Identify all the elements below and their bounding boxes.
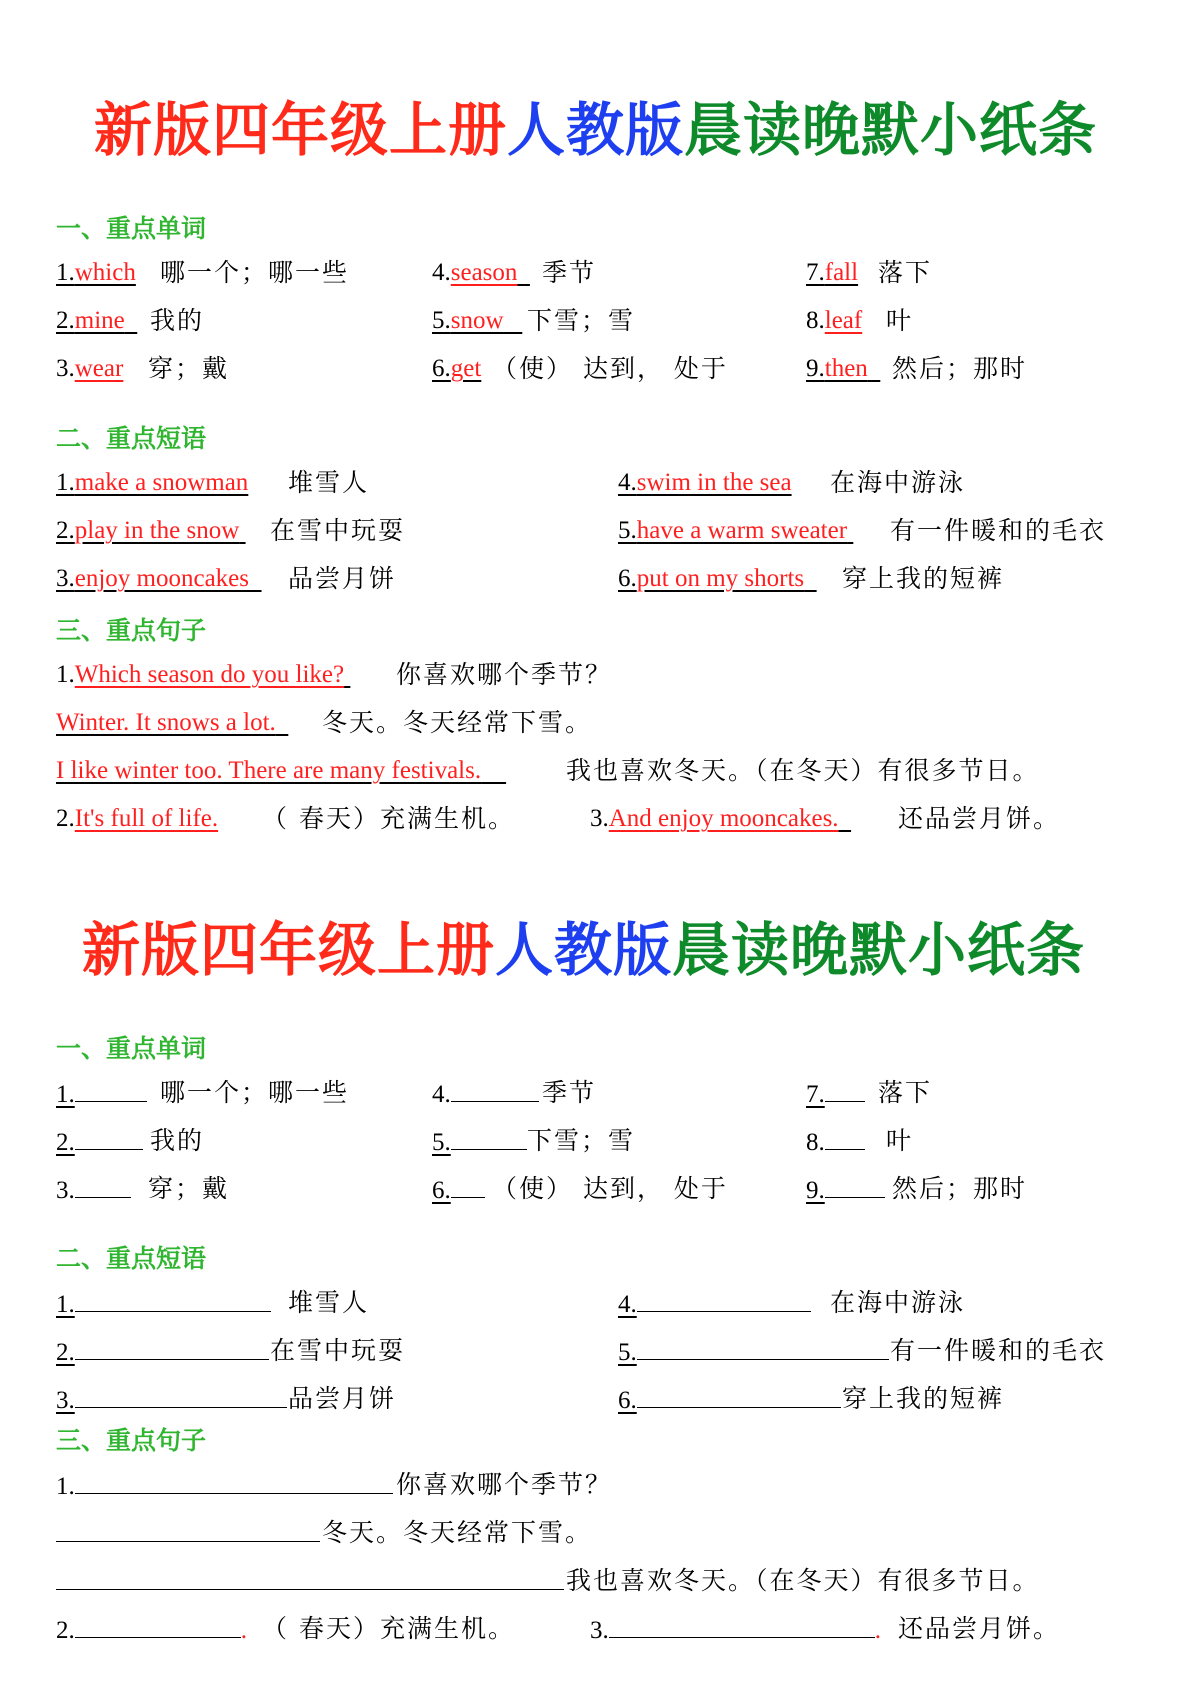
sentence-item: 1.Which season do you like? bbox=[56, 661, 345, 688]
sentence-row bbox=[0, 799, 1191, 839]
word-meaning: 落下 bbox=[878, 258, 933, 287]
word-item: 8.leaf bbox=[806, 307, 863, 334]
word-meaning: （使） 达到， 处于 bbox=[492, 354, 728, 383]
word-item: 7.fall bbox=[806, 259, 859, 286]
sentence-row bbox=[0, 751, 1191, 791]
phrase-meaning: 在海中游泳 bbox=[830, 468, 966, 497]
word-meaning: 穿；戴 bbox=[148, 354, 230, 383]
section-heading-phrases: 二、重点短语 bbox=[56, 424, 207, 453]
phrase-item: 4.swim in the sea bbox=[618, 469, 792, 496]
title-part-blue: 人教版 bbox=[494, 916, 672, 984]
sentence-row bbox=[0, 1513, 1191, 1553]
answer-blank[interactable] bbox=[825, 1169, 885, 1198]
sentence-blank-item: 3. . bbox=[590, 1609, 881, 1651]
answer-blank[interactable] bbox=[825, 1073, 865, 1102]
word-blank-item: 4. bbox=[432, 1073, 539, 1115]
sentence-meaning: 我也喜欢冬天。（在冬天）有很多节日。 bbox=[566, 756, 1040, 785]
word-item: 6.get bbox=[432, 355, 482, 382]
answer-blank[interactable] bbox=[75, 1609, 241, 1638]
word-blank-item: 8. bbox=[806, 1121, 865, 1163]
word-meaning: 然后；那时 bbox=[892, 1174, 1028, 1203]
section-heading-sentences: 三、重点句子 bbox=[56, 616, 207, 645]
phrase-meaning: 在雪中玩耍 bbox=[270, 516, 406, 545]
section-heading-phrases: 二、重点短语 bbox=[56, 1244, 207, 1273]
phrase-row bbox=[0, 511, 1191, 551]
word-meaning: 我的 bbox=[150, 1126, 205, 1155]
sentence-meaning: （ 春天）充满生机。 bbox=[262, 804, 515, 833]
sentence-blank-item: 2. . bbox=[56, 1609, 247, 1651]
word-row bbox=[0, 1073, 1191, 1113]
phrase-meaning: 有一件暖和的毛衣 bbox=[890, 1336, 1107, 1365]
answer-blank[interactable] bbox=[75, 1121, 143, 1150]
phrase-meaning: 在雪中玩耍 bbox=[270, 1336, 406, 1365]
phrase-item: 6.put on my shorts bbox=[618, 565, 805, 592]
answer-blank[interactable] bbox=[75, 1073, 147, 1102]
word-meaning: 我的 bbox=[150, 306, 205, 335]
word-meaning: 季节 bbox=[542, 258, 597, 287]
sentence-row bbox=[0, 1465, 1191, 1505]
sentence-blank-item bbox=[56, 1513, 320, 1555]
phrase-blank-item: 5. bbox=[618, 1331, 889, 1373]
answer-blank[interactable] bbox=[451, 1073, 539, 1102]
sentence-blank-item bbox=[56, 1561, 564, 1603]
answer-blank[interactable] bbox=[825, 1121, 865, 1150]
word-item: 3.wear bbox=[56, 355, 124, 382]
word-blank-item: 9. bbox=[806, 1169, 885, 1211]
word-item: 9.then bbox=[806, 355, 868, 382]
phrase-meaning: 堆雪人 bbox=[288, 1288, 370, 1317]
answer-blank[interactable] bbox=[75, 1379, 287, 1408]
answer-blank[interactable] bbox=[637, 1331, 889, 1360]
sentence-item: 2.It's full of life. bbox=[56, 805, 219, 832]
word-item: 1.which bbox=[56, 259, 136, 286]
answer-blank[interactable] bbox=[637, 1283, 811, 1312]
blank-period: . bbox=[240, 1617, 247, 1644]
phrase-meaning: 堆雪人 bbox=[288, 468, 370, 497]
word-meaning: 哪一个；哪一些 bbox=[160, 1078, 350, 1107]
phrase-meaning: 品尝月饼 bbox=[288, 1384, 397, 1413]
answer-blank[interactable] bbox=[75, 1169, 131, 1198]
sentence-blank-item: 1. bbox=[56, 1465, 393, 1507]
answer-blank[interactable] bbox=[56, 1513, 320, 1542]
phrase-meaning: 品尝月饼 bbox=[288, 564, 397, 593]
phrase-row bbox=[0, 463, 1191, 503]
sentence-meaning: 我也喜欢冬天。（在冬天）有很多节日。 bbox=[566, 1566, 1040, 1595]
phrase-blank-item: 3. bbox=[56, 1379, 287, 1421]
word-meaning: 季节 bbox=[542, 1078, 597, 1107]
phrase-row bbox=[0, 1379, 1191, 1419]
sentence-meaning: 你喜欢哪个季节？ bbox=[396, 660, 613, 689]
phrase-row bbox=[0, 1331, 1191, 1371]
phrase-meaning: 穿上我的短裤 bbox=[842, 1384, 1005, 1413]
sentence-meaning: （ 春天）充满生机。 bbox=[262, 1614, 515, 1643]
sentence-row bbox=[0, 1609, 1191, 1649]
sentence-meaning: 冬天。冬天经常下雪。 bbox=[322, 1518, 593, 1547]
word-blank-item: 3. bbox=[56, 1169, 131, 1211]
phrase-item: 5.have a warm sweater bbox=[618, 517, 848, 544]
phrase-blank-item: 2. bbox=[56, 1331, 269, 1373]
word-item: 2.mine bbox=[56, 307, 125, 334]
word-row bbox=[0, 253, 1191, 293]
sentence-item: 3.And enjoy mooncakes. bbox=[590, 805, 839, 832]
word-blank-item: 6. bbox=[432, 1169, 485, 1211]
word-row bbox=[0, 349, 1191, 389]
title-part-red: 新版四年级上册 bbox=[93, 96, 507, 164]
phrase-item: 1.make a snowman bbox=[56, 469, 249, 496]
sentence-meaning: 还品尝月饼。 bbox=[898, 804, 1061, 833]
phrase-meaning: 在海中游泳 bbox=[830, 1288, 966, 1317]
sheet-title bbox=[0, 95, 1191, 165]
phrase-meaning: 穿上我的短裤 bbox=[842, 564, 1005, 593]
sentence-meaning: 你喜欢哪个季节？ bbox=[396, 1470, 613, 1499]
title-part-red: 新版四年级上册 bbox=[81, 916, 495, 984]
word-meaning: （使） 达到， 处于 bbox=[492, 1174, 728, 1203]
word-row bbox=[0, 1169, 1191, 1209]
section-heading-words: 一、重点单词 bbox=[56, 1034, 207, 1063]
phrase-row bbox=[0, 559, 1191, 599]
sentence-row bbox=[0, 655, 1191, 695]
answer-blank[interactable] bbox=[637, 1379, 841, 1408]
blank-period: . bbox=[874, 1617, 881, 1644]
sentence-row bbox=[0, 1561, 1191, 1601]
title-part-green: 晨读晚默小纸条 bbox=[672, 916, 1086, 984]
word-meaning: 哪一个；哪一些 bbox=[160, 258, 350, 287]
phrase-blank-item: 1. bbox=[56, 1283, 271, 1325]
answer-blank[interactable] bbox=[75, 1331, 269, 1360]
answer-blank[interactable] bbox=[56, 1561, 564, 1590]
word-meaning: 叶 bbox=[886, 1126, 914, 1155]
phrase-item: 2.play in the snow bbox=[56, 517, 240, 544]
word-meaning: 下雪；雪 bbox=[527, 1126, 636, 1155]
word-blank-item: 2. bbox=[56, 1121, 143, 1163]
phrase-item: 3.enjoy mooncakes bbox=[56, 565, 250, 592]
section-heading-words: 一、重点单词 bbox=[56, 214, 207, 243]
word-item: 5.snow bbox=[432, 307, 504, 334]
word-row bbox=[0, 301, 1191, 341]
word-blank-item: 7. bbox=[806, 1073, 865, 1115]
sentence-meaning: 还品尝月饼。 bbox=[898, 1614, 1061, 1643]
sentence-item: I like winter too. There are many festivals. bbox=[56, 757, 482, 784]
phrase-meaning: 有一件暖和的毛衣 bbox=[890, 516, 1107, 545]
phrase-blank-item: 4. bbox=[618, 1283, 811, 1325]
answer-blank[interactable] bbox=[451, 1121, 527, 1150]
sentence-meaning: 冬天。冬天经常下雪。 bbox=[322, 708, 593, 737]
word-meaning: 叶 bbox=[886, 306, 914, 335]
word-meaning: 然后；那时 bbox=[892, 354, 1028, 383]
sentence-item: Winter. It snows a lot. bbox=[56, 709, 276, 736]
word-row bbox=[0, 1121, 1191, 1161]
title-part-green: 晨读晚默小纸条 bbox=[684, 96, 1098, 164]
word-meaning: 落下 bbox=[878, 1078, 933, 1107]
section-heading-sentences: 三、重点句子 bbox=[56, 1426, 207, 1455]
sheet-title bbox=[0, 915, 1179, 985]
answer-blank[interactable] bbox=[75, 1283, 271, 1312]
phrase-blank-item: 6. bbox=[618, 1379, 841, 1421]
title-part-blue: 人教版 bbox=[506, 96, 684, 164]
word-meaning: 穿；戴 bbox=[148, 1174, 230, 1203]
word-meaning: 下雪；雪 bbox=[527, 306, 636, 335]
answer-blank[interactable] bbox=[609, 1609, 875, 1638]
sentence-row bbox=[0, 703, 1191, 743]
answer-blank[interactable] bbox=[451, 1169, 485, 1198]
word-blank-item: 5. bbox=[432, 1121, 527, 1163]
phrase-row bbox=[0, 1283, 1191, 1323]
word-item: 4.season bbox=[432, 259, 518, 286]
answer-blank[interactable] bbox=[75, 1465, 393, 1494]
word-blank-item: 1. bbox=[56, 1073, 147, 1115]
